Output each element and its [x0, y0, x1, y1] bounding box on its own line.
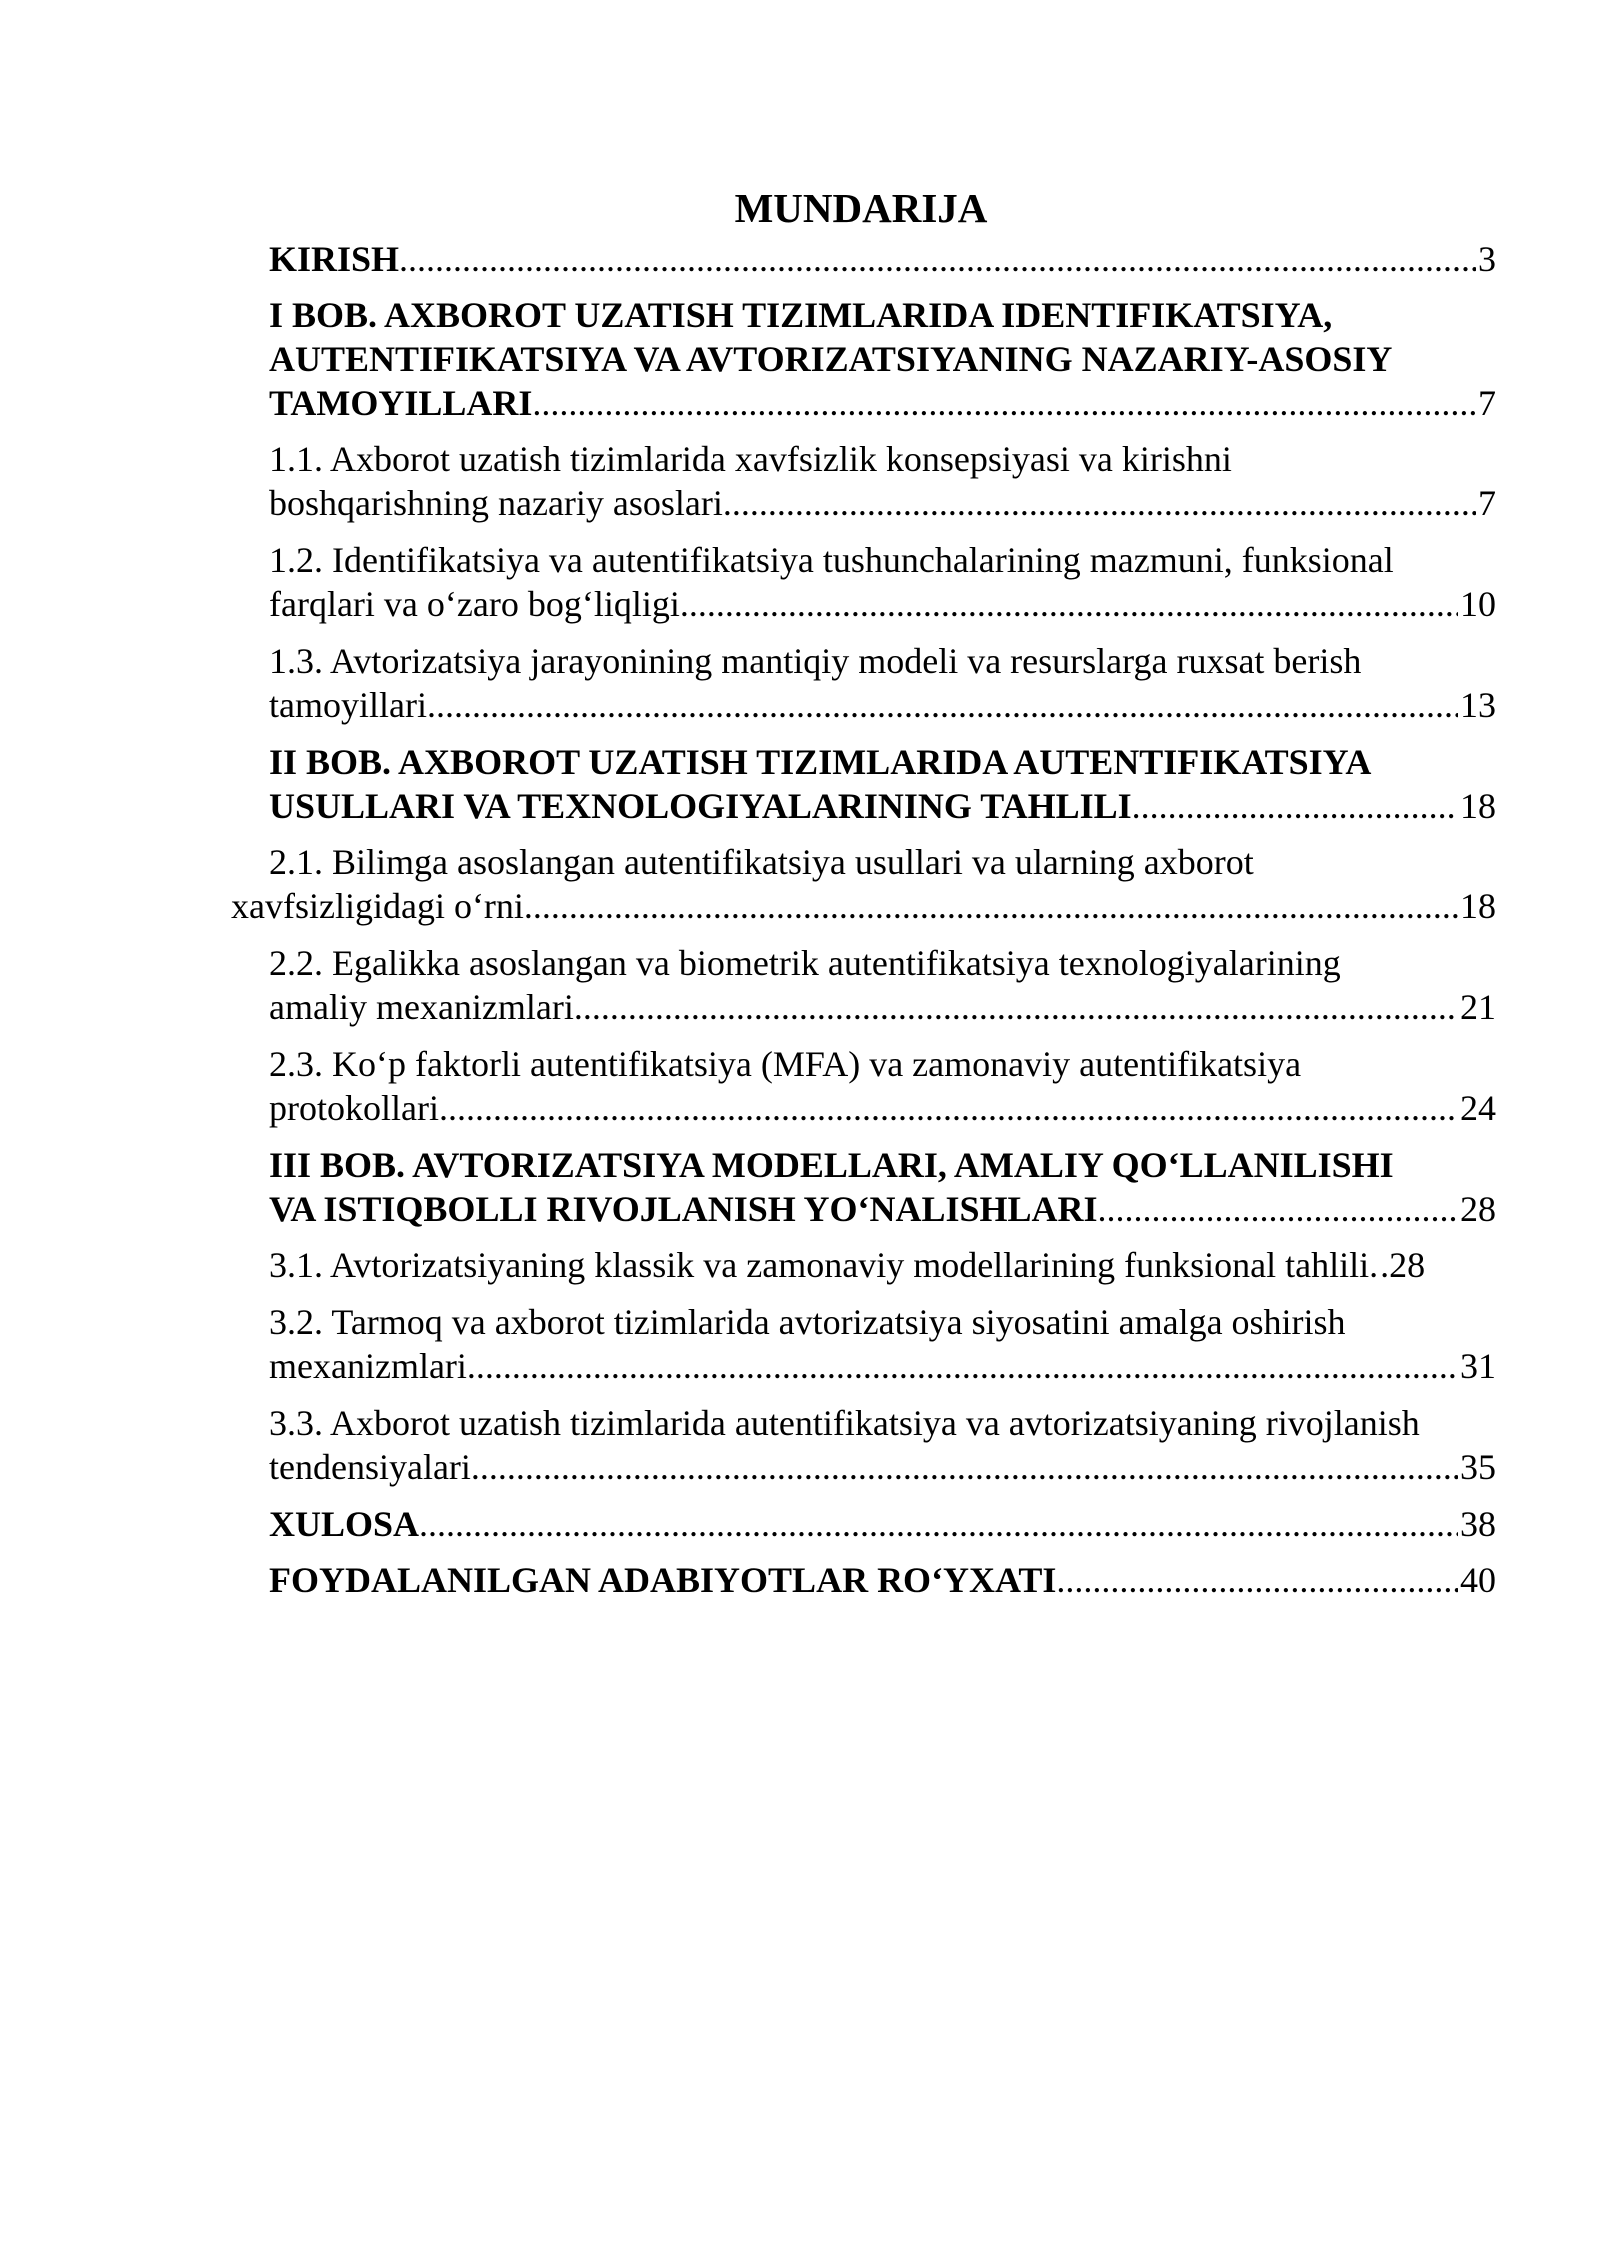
toc-page-number: 18 [1460, 886, 1496, 926]
toc-page-number: 24 [1460, 1088, 1496, 1128]
toc-entry-text: 2.2. Egalikka asoslangan va biometrik autentifikatsiya texnologiyalarining [269, 943, 1341, 983]
dot-leader [419, 1502, 1458, 1546]
toc-entry-chapter-3 [269, 1143, 1496, 1231]
toc-entry-text: protokollari [269, 1088, 439, 1128]
toc-entry-section-1-2 [269, 538, 1496, 626]
dot-leader [1056, 1558, 1458, 1602]
toc-page-number: 28 [1460, 1189, 1496, 1229]
toc-page-number: 35 [1460, 1447, 1496, 1487]
toc-entry-references [269, 1558, 1496, 1602]
toc-entry-text: II BOB. AXBOROT UZATISH TIZIMLARIDA AUTENTIFIKATSIYA [269, 742, 1372, 782]
toc-entry-text: boshqarishning nazariy asoslari [269, 483, 723, 523]
dot-leader [680, 582, 1458, 626]
toc-entry-text: I BOB. AXBOROT UZATISH TIZIMLARIDA IDENTIFIKATSIYA, [269, 295, 1333, 335]
dot-leader [1132, 784, 1458, 828]
dot-leader [439, 1086, 1458, 1130]
toc-entry-text: farqlari va o‘zaro bog‘liqligi [269, 584, 680, 624]
toc-page-number: 31 [1460, 1346, 1496, 1386]
dot-leader [427, 683, 1458, 727]
toc-entry-text: AUTENTIFIKATSIYA VA AVTORIZATSIYANING NAZARIY-ASOSIY [269, 339, 1393, 379]
toc-entry-text: 1.3. Avtorizatsiya jarayonining mantiqiy modeli va resurslarga ruxsat berish [269, 641, 1362, 681]
toc-page-number: .28 [1380, 1245, 1426, 1285]
dot-leader [1098, 1187, 1458, 1231]
toc-entry-xulosa [269, 1502, 1496, 1546]
toc-entry-section-1-1 [269, 437, 1496, 525]
toc-entry-text: tamoyillari [269, 685, 427, 725]
table-of-contents [231, 237, 1496, 1614]
dot-leader [467, 1344, 1458, 1388]
toc-entry-section-3-1 [269, 1243, 1496, 1287]
toc-entry-text: 3.3. Axborot uzatish tizimlarida autentifikatsiya va avtorizatsiyaning rivojlanish [269, 1403, 1420, 1443]
toc-page-number: 40 [1460, 1560, 1496, 1600]
toc-entry-text: VA ISTIQBOLLI RIVOJLANISH YO‘NALISHLARI [269, 1189, 1098, 1229]
toc-entry-kirish [269, 237, 1496, 281]
toc-entry-text: mexanizmlari [269, 1346, 467, 1386]
toc-page-number: 7 [1478, 383, 1496, 423]
toc-entry-text: KIRISH [269, 239, 400, 279]
toc-entry-text: III BOB. AVTORIZATSIYA MODELLARI, AMALIY QO‘LLANILISHI [269, 1145, 1394, 1185]
toc-page-number: 38 [1460, 1504, 1496, 1544]
toc-entry-text: USULLARI VA TEXNOLOGIYALARINING TAHLILI [269, 786, 1132, 826]
toc-entry-chapter-2 [269, 740, 1496, 828]
page-title: MUNDARIJA [734, 185, 988, 231]
toc-entry-text: 1.2. Identifikatsiya va autentifikatsiya tushunchalarining mazmuni, funksional [269, 540, 1394, 580]
toc-entry-text: TAMOYILLARI [269, 383, 533, 423]
toc-entry-text: 1.1. Axborot uzatish tizimlarida xavfsizlik konsepsiyasi va kirishni [269, 439, 1232, 479]
toc-entry-section-2-1 [231, 840, 1496, 928]
toc-entry-section-1-3 [269, 639, 1496, 727]
toc-entry-section-3-3 [269, 1401, 1496, 1489]
dot-leader [399, 237, 1476, 281]
dot-leader [574, 985, 1458, 1029]
toc-page-number: 18 [1460, 786, 1496, 826]
toc-entry-text: tendensiyalari [269, 1447, 471, 1487]
toc-page-number: 7 [1478, 483, 1496, 523]
toc-entry-text: amaliy mexanizmlari [269, 987, 574, 1027]
toc-page-number: 3 [1478, 239, 1496, 279]
toc-entry-chapter-1 [269, 293, 1496, 425]
toc-page-number: 13 [1460, 685, 1496, 725]
dot-leader [524, 884, 1458, 928]
toc-entry-text: FOYDALANILGAN ADABIYOTLAR RO‘YXATI [269, 1560, 1057, 1600]
toc-entry-text: 3.2. Tarmoq va axborot tizimlarida avtorizatsiya siyosatini amalga oshirish [269, 1302, 1346, 1342]
toc-entry-section-2-2 [269, 941, 1496, 1029]
toc-entry-section-2-3 [269, 1042, 1496, 1130]
toc-entry-text: 2.3. Ko‘p faktorli autentifikatsiya (MFA) va zamonaviy autentifikatsiya [269, 1044, 1302, 1084]
toc-entry-text: xavfsizligidagi o‘rni [231, 886, 524, 926]
toc-page-number: 10 [1460, 584, 1496, 624]
toc-entry-text: 2.1. Bilimga asoslangan autentifikatsiya usullari va ularning axborot [269, 842, 1254, 882]
dot-leader [723, 481, 1476, 525]
toc-entry-text: XULOSA [269, 1504, 420, 1544]
toc-page-number: 21 [1460, 987, 1496, 1027]
dot-leader [532, 381, 1476, 425]
toc-entry-section-3-2 [269, 1300, 1496, 1388]
dot-leader [471, 1445, 1458, 1489]
toc-entry-text: 3.1. Avtorizatsiyaning klassik va zamonaviy modellarining funksional tahlili. [269, 1245, 1379, 1285]
